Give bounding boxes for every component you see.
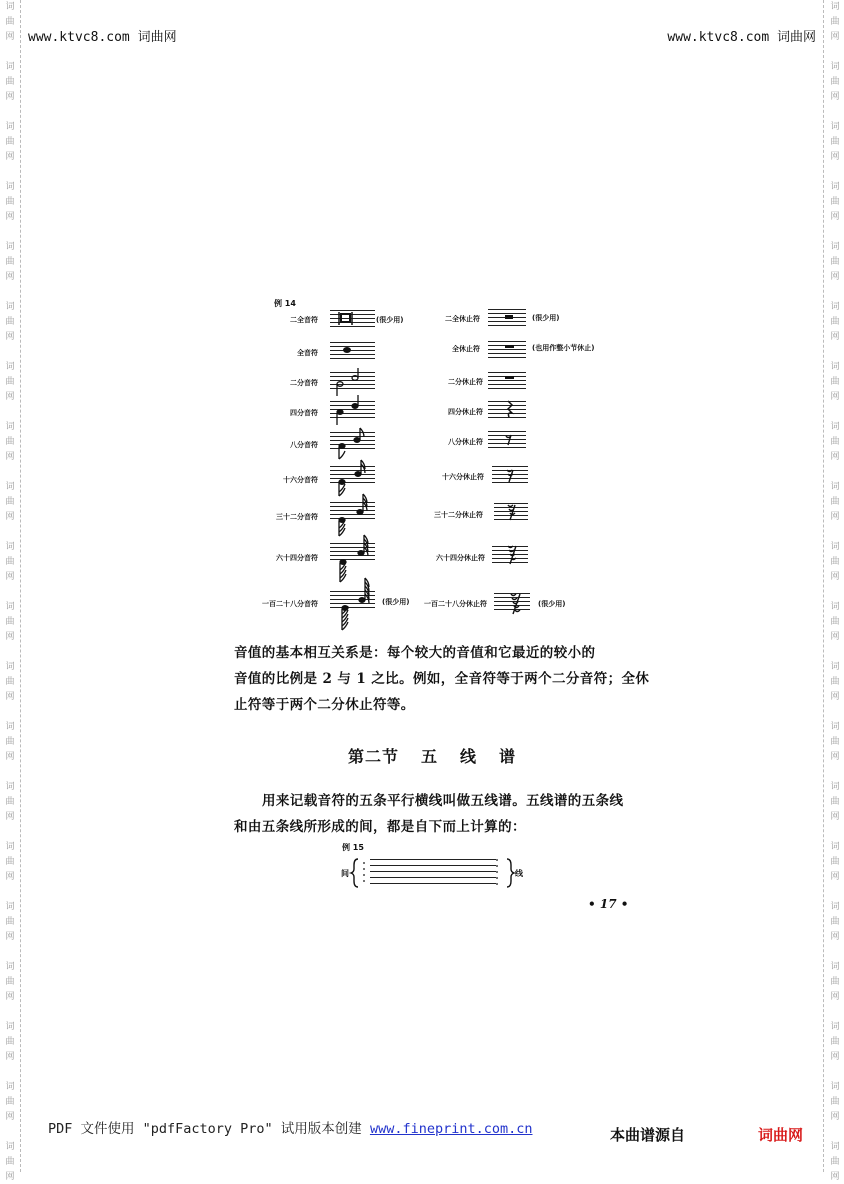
section-word: 线 — [460, 747, 478, 766]
watermark-glyph: 词 — [5, 242, 15, 252]
sixteenth-note-icon — [339, 460, 365, 496]
watermark-glyph: 网 — [830, 392, 840, 402]
watermark-glyph: 网 — [5, 452, 15, 462]
watermark-glyph: 网 — [830, 1172, 840, 1182]
half-rest-icon — [505, 376, 514, 379]
watermark-glyph: 网 — [5, 932, 15, 942]
watermark-glyph: 网 — [5, 332, 15, 342]
example-15-left-label: 间 — [341, 869, 349, 878]
watermark-glyph: 网 — [830, 92, 840, 102]
watermark-glyph: 曲 — [830, 797, 840, 807]
rest-label: 一百二十八分休止符 — [424, 600, 487, 608]
note-label: 四分音符 — [290, 409, 318, 417]
watermark-glyph: 词 — [5, 62, 15, 72]
rest-label: 二全休止符 — [445, 315, 480, 323]
note-paren: (很少用) — [382, 598, 410, 606]
footer-text: PDF 文件使用 "pdfFactory Pro" 试用版本创建 — [48, 1121, 370, 1137]
watermark-glyph: 词 — [5, 662, 15, 672]
watermark-glyph: 网 — [5, 1112, 15, 1122]
watermark-glyph: 词 — [830, 1082, 840, 1092]
example-14-label: 例 14 — [274, 299, 296, 308]
rest-label: 全休止符 — [452, 345, 480, 353]
watermark-glyph: 词 — [830, 1022, 840, 1032]
watermark-glyph: 词 — [830, 362, 840, 372]
watermark-glyph: 词 — [830, 1142, 840, 1152]
line-dots — [496, 859, 498, 885]
watermark-glyph: 曲 — [830, 977, 840, 987]
watermark-glyph: 曲 — [830, 137, 840, 147]
watermark-glyph: 曲 — [5, 137, 15, 147]
watermark-glyph: 曲 — [5, 677, 15, 687]
watermark-glyph: 曲 — [5, 377, 15, 387]
watermark-glyph: 曲 — [830, 377, 840, 387]
note-label: 二全音符 — [290, 316, 318, 324]
watermark-glyph: 网 — [830, 272, 840, 282]
watermark-glyph: 网 — [5, 152, 15, 162]
watermark-glyph: 曲 — [5, 317, 15, 327]
watermark-glyph: 网 — [5, 212, 15, 222]
watermark-glyph: 曲 — [5, 1097, 15, 1107]
watermark-glyph: 曲 — [830, 1097, 840, 1107]
watermark-glyph: 曲 — [830, 1157, 840, 1167]
rest-paren: (很少用) — [538, 600, 566, 608]
watermark-glyph: 网 — [5, 1172, 15, 1182]
watermark-glyph: 网 — [830, 632, 840, 642]
watermark-glyph: 词 — [830, 62, 840, 72]
watermark-glyph: 网 — [830, 812, 840, 822]
rest-label: 六十四分休止符 — [436, 554, 485, 562]
thirty-second-rest-icon — [508, 505, 515, 520]
brand-label[interactable]: 词曲网 — [758, 1126, 804, 1144]
watermark-glyph: 曲 — [5, 857, 15, 867]
watermark-glyph: 词 — [830, 422, 840, 432]
whole-rest-icon — [505, 345, 514, 348]
hundred-twenty-eighth-rest-icon — [511, 594, 520, 614]
watermark-glyph: 词 — [830, 962, 840, 972]
header-right-url[interactable]: www.ktvc8.com 词曲网 — [667, 30, 816, 45]
watermark-glyph: 网 — [5, 512, 15, 522]
watermark-glyph: 词 — [5, 2, 15, 12]
watermark-glyph: 词 — [5, 122, 15, 132]
watermark-glyph: 网 — [5, 632, 15, 642]
watermark-glyph: 网 — [5, 872, 15, 882]
paragraph-line: 止符等于两个二分休止符等。 — [234, 697, 415, 713]
watermark-glyph: 词 — [5, 602, 15, 612]
watermark-glyph: 词 — [5, 542, 15, 552]
watermark-glyph: 曲 — [830, 1037, 840, 1047]
watermark-glyph: 词 — [830, 842, 840, 852]
watermark-glyph: 词 — [830, 242, 840, 252]
watermark-glyph: 网 — [5, 572, 15, 582]
watermark-glyph: 词 — [830, 302, 840, 312]
note-label: 六十四分音符 — [276, 554, 318, 562]
watermark-glyph: 曲 — [5, 17, 15, 27]
watermark-glyph: 曲 — [830, 437, 840, 447]
watermark-glyph: 网 — [5, 992, 15, 1002]
note-label: 一百二十八分音符 — [262, 600, 318, 608]
watermark-glyph: 曲 — [5, 1157, 15, 1167]
watermark-glyph: 曲 — [830, 557, 840, 567]
paragraph-note-values — [234, 640, 650, 718]
footer-link[interactable]: www.fineprint.com.cn — [369, 1121, 533, 1137]
sixteenth-rest-icon — [507, 470, 513, 482]
watermark-glyph: 曲 — [5, 77, 15, 87]
breve-rest-icon — [505, 315, 513, 319]
watermark-glyph: 曲 — [830, 497, 840, 507]
note-label: 十六分音符 — [283, 476, 318, 484]
rest-paren: (也用作整小节休止) — [532, 344, 595, 352]
eighth-note-icon — [339, 428, 364, 459]
quarter-note-icon — [337, 395, 358, 425]
section-word: 五 — [421, 747, 439, 766]
example-15-right-label: 线 — [515, 869, 523, 878]
source-label: 本曲谱源自 — [610, 1126, 686, 1144]
note-label: 八分音符 — [290, 441, 318, 449]
watermark-glyph: 网 — [830, 32, 840, 42]
watermark-glyph: 词 — [5, 1022, 15, 1032]
watermark-glyph: 网 — [830, 212, 840, 222]
note-label: 全音符 — [297, 349, 318, 357]
rest-label: 二分休止符 — [448, 378, 483, 386]
watermark-glyph: 词 — [830, 602, 840, 612]
watermark-glyph: 曲 — [830, 77, 840, 87]
watermark-glyph: 网 — [830, 332, 840, 342]
watermark-glyph: 词 — [5, 362, 15, 372]
watermark-glyph: 网 — [830, 572, 840, 582]
watermark-glyph: 曲 — [5, 1037, 15, 1047]
watermark-glyph: 网 — [5, 32, 15, 42]
watermark-glyph: 词 — [5, 782, 15, 792]
watermark-glyph: 网 — [830, 512, 840, 522]
hundred-twenty-eighth-note-icon — [342, 578, 369, 630]
rest-paren: (很少用) — [532, 314, 560, 322]
watermark-glyph: 曲 — [5, 497, 15, 507]
watermark-glyph: 词 — [5, 842, 15, 852]
rest-label: 三十二分休止符 — [434, 511, 483, 519]
watermark-glyph: 曲 — [830, 197, 840, 207]
watermark-glyph: 曲 — [830, 257, 840, 267]
watermark-glyph: 网 — [830, 872, 840, 882]
whole-note-icon — [343, 347, 351, 353]
watermark-glyph: 曲 — [5, 437, 15, 447]
left-brace-icon — [351, 859, 358, 887]
eighth-rest-icon — [506, 435, 511, 445]
rest-label: 四分休止符 — [448, 408, 483, 416]
section-number: 第二节 — [348, 747, 400, 766]
half-note-icon — [337, 368, 358, 396]
quarter-rest-icon — [508, 401, 512, 417]
watermark-glyph: 曲 — [830, 617, 840, 627]
watermark-glyph: 曲 — [830, 17, 840, 27]
rest-label: 八分休止符 — [448, 438, 483, 446]
watermark-glyph: 网 — [830, 932, 840, 942]
watermark-glyph: 网 — [830, 692, 840, 702]
rest-label: 十六分休止符 — [442, 473, 484, 481]
sixty-fourth-rest-icon — [508, 546, 516, 564]
watermark-glyph: 词 — [830, 722, 840, 732]
breve-note-icon — [339, 312, 352, 325]
watermark-glyph: 网 — [830, 992, 840, 1002]
watermark-glyph: 词 — [830, 2, 840, 12]
watermark-glyph: 词 — [5, 1082, 15, 1092]
watermark-glyph: 曲 — [5, 257, 15, 267]
watermark-glyph: 网 — [5, 92, 15, 102]
watermark-glyph: 网 — [830, 752, 840, 762]
watermark-glyph: 词 — [5, 302, 15, 312]
watermark-glyph: 曲 — [830, 677, 840, 687]
watermark-glyph: 词 — [5, 962, 15, 972]
watermark-glyph: 曲 — [5, 977, 15, 987]
watermark-glyph: 曲 — [5, 917, 15, 927]
watermark-glyph: 词 — [830, 122, 840, 132]
watermark-glyph: 网 — [830, 452, 840, 462]
watermark-glyph: 网 — [5, 692, 15, 702]
paragraph-line: 和由五条线所形成的间，都是自下而上计算的： — [234, 819, 526, 835]
right-brace-icon — [507, 859, 514, 887]
watermark-glyph: 网 — [5, 812, 15, 822]
watermark-glyph: 词 — [830, 662, 840, 672]
watermark-glyph: 词 — [5, 902, 15, 912]
watermark-glyph: 曲 — [830, 737, 840, 747]
watermark-glyph: 词 — [830, 902, 840, 912]
watermark-glyph: 曲 — [5, 557, 15, 567]
thirty-second-note-icon — [339, 494, 367, 536]
watermark-glyph: 词 — [830, 782, 840, 792]
watermark-glyph: 网 — [830, 152, 840, 162]
space-dots — [363, 862, 365, 882]
example-15-label: 例 15 — [342, 843, 364, 852]
note-paren: (很少用) — [376, 316, 404, 324]
watermark-glyph: 网 — [5, 752, 15, 762]
header-left-url[interactable]: www.ktvc8.com 词曲网 — [28, 30, 177, 45]
watermark-glyph: 词 — [830, 482, 840, 492]
watermark-glyph: 曲 — [830, 317, 840, 327]
section-title — [348, 744, 516, 767]
watermark-glyph: 曲 — [830, 917, 840, 927]
footer-notice — [48, 1117, 533, 1137]
watermark-glyph: 词 — [5, 182, 15, 192]
watermark-glyph: 曲 — [830, 857, 840, 867]
paragraph-line: 音值的基本相互关系是：每个较大的音值和它最近的较小的 — [234, 645, 596, 661]
paragraph-staff — [234, 788, 634, 840]
watermark-glyph: 网 — [830, 1112, 840, 1122]
watermark-glyph: 网 — [5, 392, 15, 402]
section-word: 谱 — [499, 747, 517, 766]
paragraph-line: 音值的比例是 2 与 1 之比。例如，全音符等于两个二分音符；全休 — [234, 671, 650, 687]
note-label: 二分音符 — [290, 379, 318, 387]
page-number: • 17 • — [588, 897, 629, 911]
watermark-glyph: 词 — [5, 722, 15, 732]
watermark-glyph: 网 — [5, 1052, 15, 1062]
watermark-glyph: 网 — [5, 272, 15, 282]
watermark-glyph: 词 — [830, 182, 840, 192]
note-label: 三十二分音符 — [276, 513, 318, 521]
watermark-glyph: 曲 — [5, 737, 15, 747]
watermark-glyph: 词 — [5, 1142, 15, 1152]
watermark-glyph: 曲 — [5, 197, 15, 207]
watermark-glyph: 曲 — [5, 797, 15, 807]
watermark-glyph: 网 — [830, 1052, 840, 1062]
paragraph-line: 用来记载音符的五条平行横线叫做五线谱。五线谱的五条线 — [262, 793, 624, 809]
watermark-glyph: 词 — [830, 542, 840, 552]
sixty-fourth-note-icon — [340, 535, 368, 582]
watermark-glyph: 词 — [5, 482, 15, 492]
watermark-glyph: 词 — [5, 422, 15, 432]
watermark-glyph: 曲 — [5, 617, 15, 627]
